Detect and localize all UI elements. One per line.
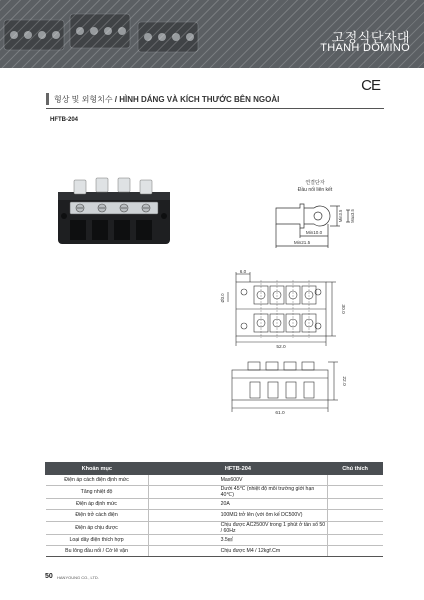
top-view-pitch-label: 6.0 <box>239 269 247 274</box>
section-divider <box>46 108 384 109</box>
header-banner <box>0 0 424 68</box>
top-view-depth-label: 30.0 <box>340 304 345 314</box>
table-row <box>46 545 383 556</box>
top-view-mount-hole-label: Ø3.0 <box>220 293 225 303</box>
top-view-width-label: 52.0 <box>276 345 286 350</box>
spec-note <box>328 499 383 510</box>
spec-table-header-row <box>46 463 383 475</box>
terminal-block-photo <box>52 170 176 250</box>
spec-label: Điện áp định mức <box>46 499 149 510</box>
spec-label: Tăng nhiệt độ <box>46 486 149 499</box>
spec-note <box>328 534 383 545</box>
spec-note <box>328 510 383 521</box>
spec-value: 100MΩ trở lên (với ôm kế DC500V) <box>148 510 328 521</box>
table-row <box>46 521 383 534</box>
connector-caption-vietnamese: Đầu nối liên kết <box>297 187 333 193</box>
spec-value: Chịu được M4 / 12kgf.Cm <box>148 545 328 556</box>
model-label: HFTB-204 <box>50 117 79 123</box>
spec-table <box>45 462 383 557</box>
section-heading-vietnamese: HÌNH DÁNG VÀ KÍCH THƯỚC BÊN NGOÀI <box>119 94 280 104</box>
spec-note <box>328 475 383 486</box>
spec-value: Chịu được AC2500V trong 1 phút ở tần số 50 / 60Hz <box>148 521 328 534</box>
page-number: 50 <box>45 573 53 580</box>
section-heading-text <box>54 94 279 105</box>
spec-label: Điện áp cách điện định mức <box>46 475 149 486</box>
connector-dim-width-a: Min10.0 <box>305 230 323 235</box>
spec-header-model: HFTB-204 <box>148 463 328 475</box>
spec-header-note: Chú thích <box>328 463 383 475</box>
spec-note <box>328 486 383 499</box>
table-row <box>46 475 383 486</box>
banner-title-korean: 고정식단자대 <box>331 30 410 45</box>
spec-note <box>328 545 383 556</box>
front-view-drawing <box>212 360 352 416</box>
spec-value: Dưới 45℃ (nhiệt độ môi trường giới hạn 40℃) <box>148 486 328 499</box>
top-view-drawing <box>212 268 352 350</box>
company-name: HANYOUNG CO., LTD. <box>57 575 99 580</box>
spec-note <box>328 521 383 534</box>
spec-value: Max600V <box>148 475 328 486</box>
table-row <box>46 486 383 499</box>
section-heading <box>46 93 279 105</box>
front-view-height-label: 22.0 <box>341 376 346 386</box>
connector-dim-height-a: Min3.5 <box>338 209 343 223</box>
spec-label: Điện trở cách điện <box>46 510 149 521</box>
connector-caption <box>270 180 360 194</box>
ring-terminal-drawing <box>270 194 370 256</box>
table-row <box>46 499 383 510</box>
connector-caption-korean: 연결단자 <box>305 180 325 186</box>
banner-title-vietnamese: THANH DOMINO <box>320 42 410 54</box>
section-heading-korean: 형상 및 외형치수 <box>54 94 113 104</box>
front-view-length-label: 61.0 <box>275 411 285 416</box>
connector-dim-height-b: Max3.5 <box>350 209 355 223</box>
spec-label: Bu lông đầu nối / Cờ lê vặn <box>46 545 149 556</box>
section-heading-separator: / <box>112 94 120 104</box>
spec-label: Loại dây điện thích hợp <box>46 534 149 545</box>
section-marker-icon <box>46 93 49 105</box>
ce-certification-mark: CE <box>361 77 380 94</box>
table-row <box>46 534 383 545</box>
spec-label: Điện áp chịu được <box>46 521 149 534</box>
spec-value: 3.5㎟ <box>148 534 328 545</box>
spec-header-item: Khoản mục <box>46 463 149 475</box>
table-row <box>46 510 383 521</box>
connector-dim-width-b: Min21.5 <box>293 240 311 245</box>
spec-value: 20A <box>148 499 328 510</box>
